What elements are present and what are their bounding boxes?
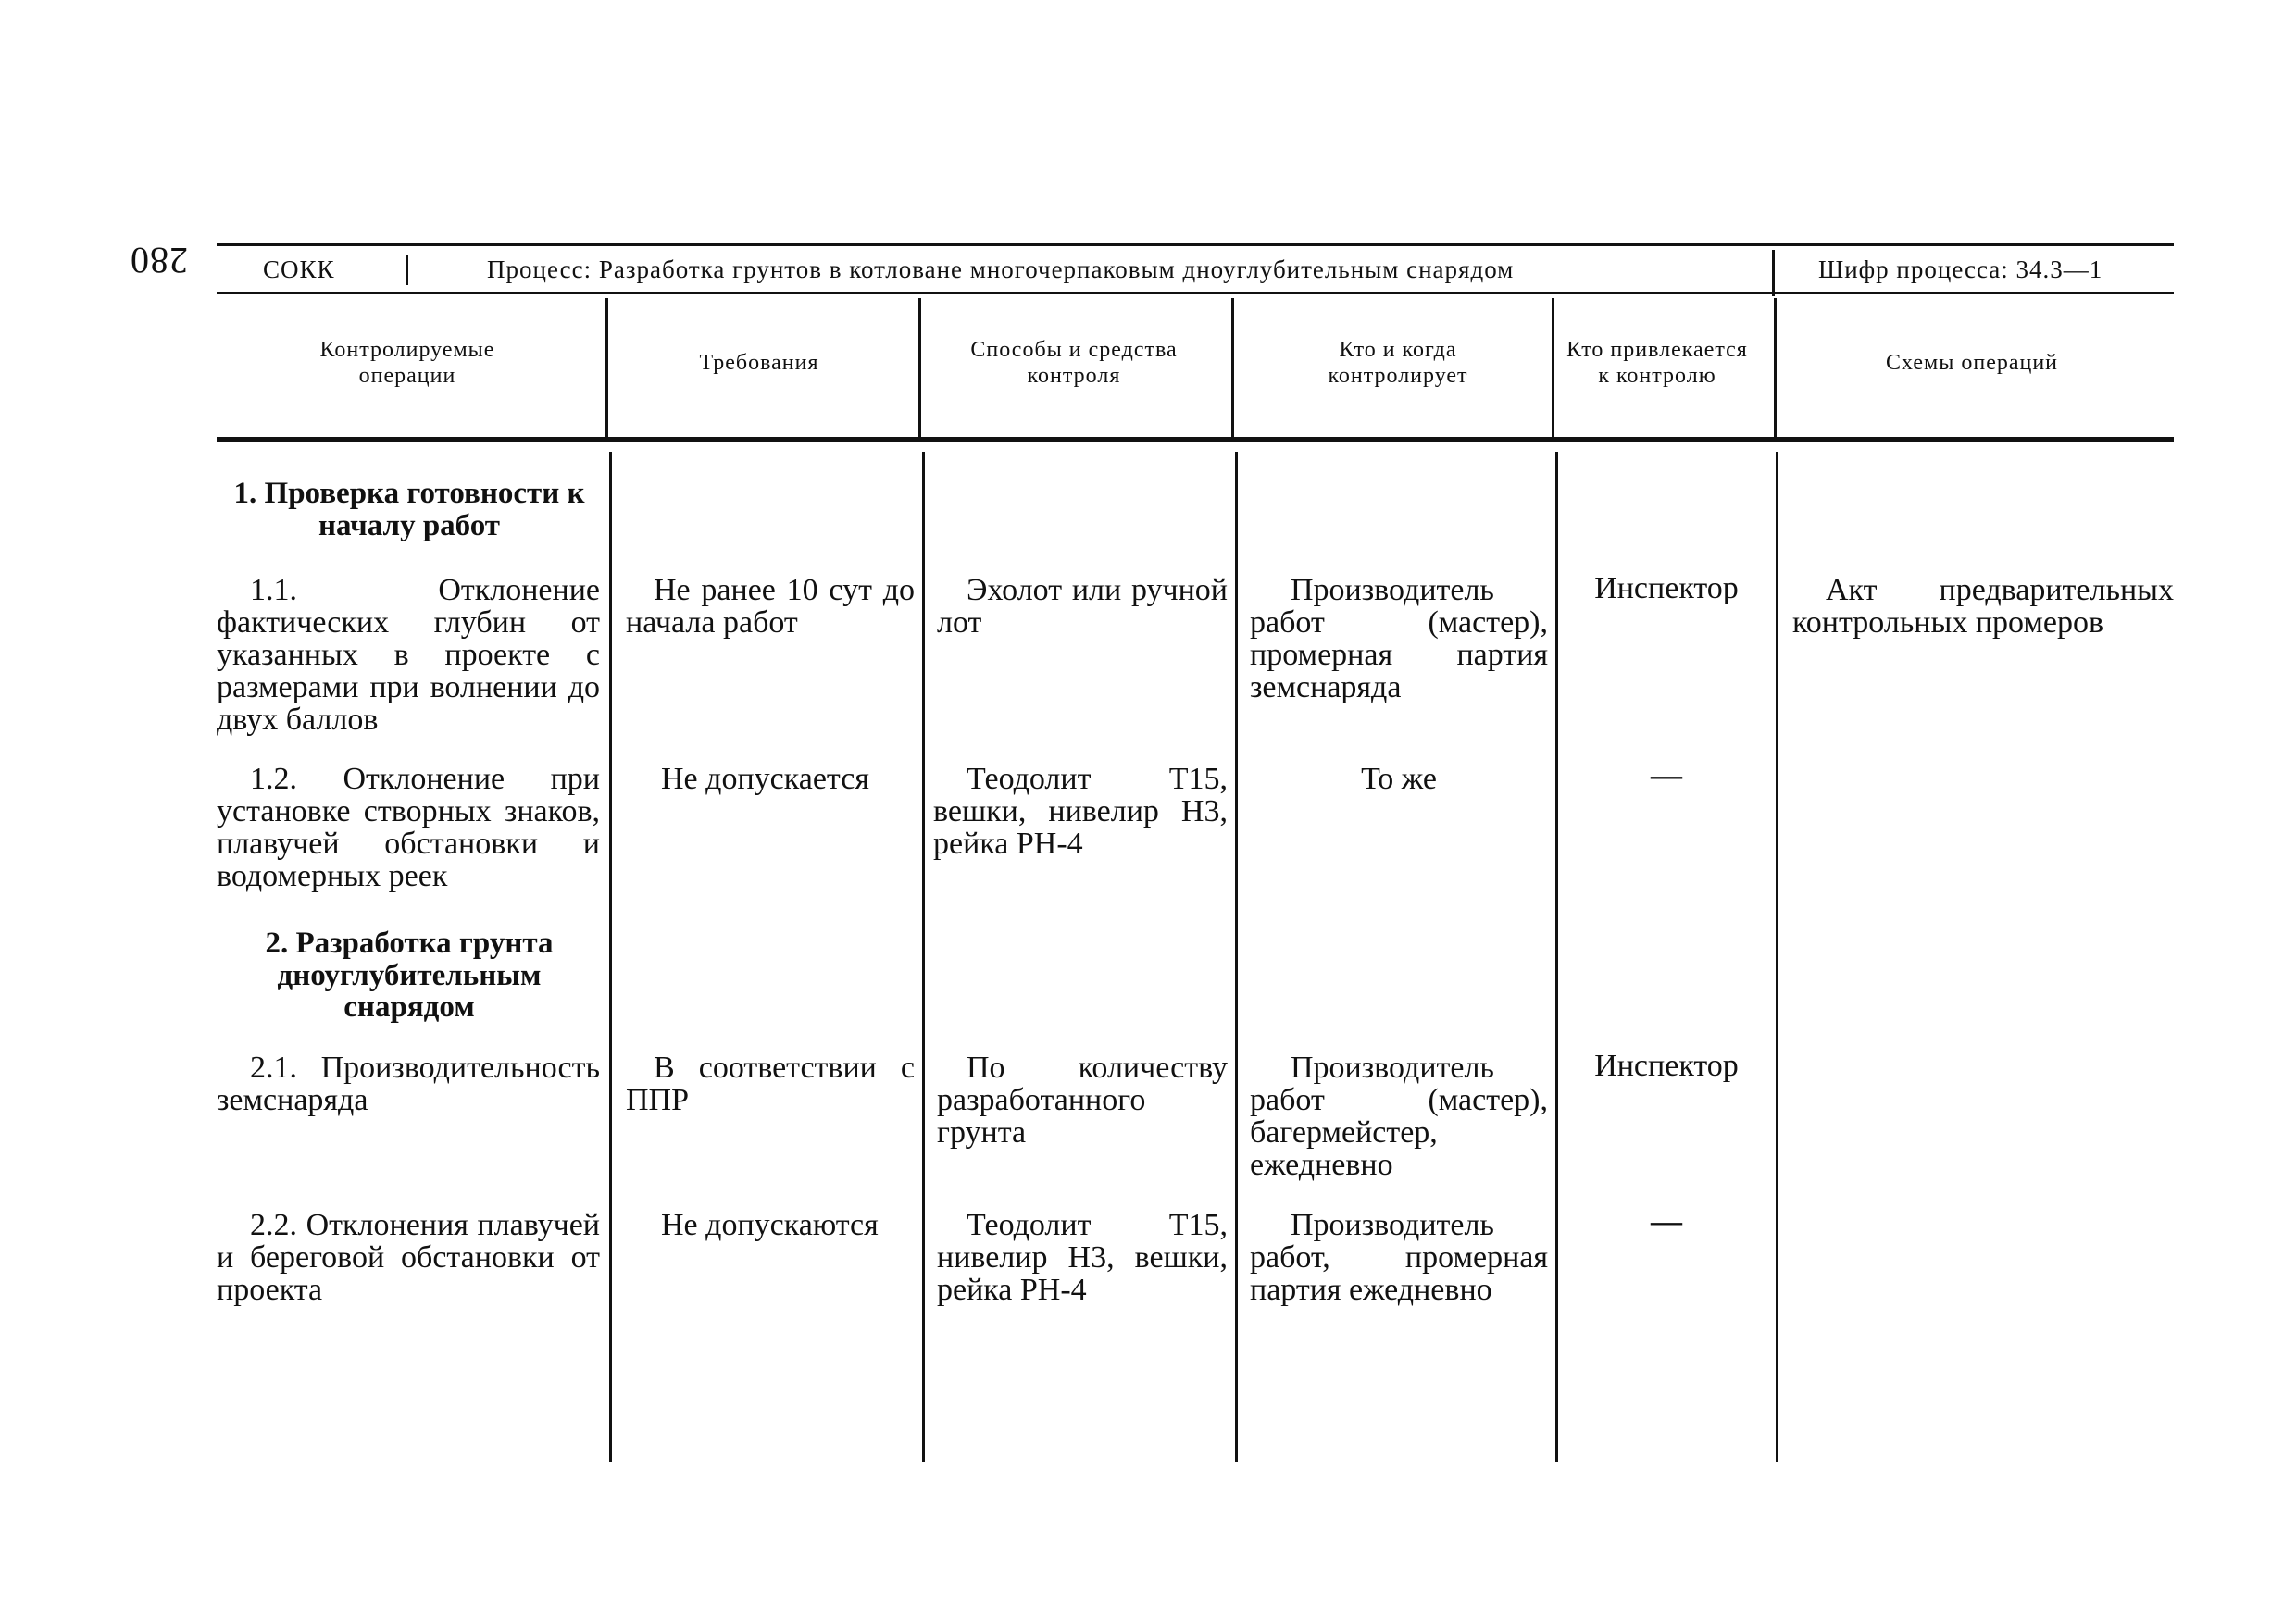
row-1-1-involved: Инспектор <box>1594 571 1739 605</box>
row-1-1-operation: 1.1. Отклонение фактических глубин от указанных в проекте с размерами при волнении до двух баллов <box>217 573 600 738</box>
row-1-2-requirement: Не допускается <box>661 762 869 796</box>
row-2-2-method: Теодолит Т15, нивелир Н3, вешки, рейка РН-4 <box>937 1208 1228 1308</box>
col-header-operations: Контролируемые операции <box>319 338 495 388</box>
header-bottom-rule <box>217 437 2174 442</box>
body-col-line-4 <box>1555 452 1558 1462</box>
process-code: Шифр процесса: 34.3—1 <box>1818 255 2103 283</box>
row-2-1-requirement: В соответствии с ППР <box>626 1051 915 1118</box>
row-2-1-involved: Инспектор <box>1594 1049 1739 1083</box>
hdr-col-line-4 <box>1552 298 1554 437</box>
hdr-col-line-3 <box>1231 298 1234 437</box>
row-1-2-involved: — <box>1651 758 1682 792</box>
row-2-1-method: По количеству разработанного грунта <box>937 1051 1228 1151</box>
body-col-line-3 <box>1235 452 1238 1462</box>
row-2-2-involved: — <box>1651 1204 1682 1238</box>
col-header-who-controls: Кто и когда контролирует <box>1328 338 1468 388</box>
row-2-2-requirement: Не допускаются <box>661 1208 879 1242</box>
page-number: 280 <box>130 240 188 281</box>
section-2-title: 2. Разработка грунта дноуглубительным снарядом <box>265 927 554 1025</box>
body-col-line-2 <box>922 452 925 1462</box>
row-1-2-method: Теодолит Т15, вешки, нивелир Н3, рейка РН-4 <box>933 762 1228 862</box>
hdr-col-line-2 <box>918 298 921 437</box>
row-2-2-operation: 2.2. Отклонения плавучей и береговой обстановки от проекта <box>217 1208 600 1308</box>
row-2-1-operation: 2.1. Производительность земснаряда <box>217 1051 600 1118</box>
section-1-title: 1. Проверка готовности к началу работ <box>233 477 585 542</box>
sokk-label: СОКК <box>263 255 335 283</box>
row-1-2-controller: То же <box>1361 762 1437 796</box>
body-col-line-5 <box>1776 452 1778 1462</box>
hdr-col-line-5 <box>1774 298 1777 437</box>
hdr-col-line-1 <box>605 298 608 437</box>
row-1-1-controller: Производитель работ (мастер), промерная партия земснаряда <box>1250 573 1548 705</box>
row-1-1-requirement: Не ранее 10 сут до начала работ <box>626 573 915 641</box>
row-2-1-controller: Производитель работ (мастер), багермейстер, ежедневно <box>1250 1051 1548 1183</box>
sokk-divider <box>406 255 408 285</box>
top-rule <box>217 243 2174 246</box>
header-rule <box>217 292 2174 294</box>
row-1-2-operation: 1.2. Отклонение при установке створных знаков, плавучей обстановки и водомерных реек <box>217 762 600 894</box>
col-header-schemes: Схемы операций <box>1885 351 2059 376</box>
col-header-methods: Способы и средства контроля <box>970 338 1178 388</box>
row-1-1-scheme: Акт предварительных контрольных промеров <box>1792 573 2174 641</box>
row-1-1-method: Эхолот или ручной лот <box>937 573 1228 641</box>
header-divider <box>1772 250 1775 296</box>
body-col-line-1 <box>609 452 612 1462</box>
row-2-2-controller: Производитель работ, промерная партия ежедневно <box>1250 1208 1548 1308</box>
process-title: Процесс: Разработка грунтов в котловане многочерпаковым дноуглубительным снарядом <box>487 255 1515 283</box>
col-header-requirements: Требования <box>699 351 819 376</box>
col-header-involved: Кто привлекается к контролю <box>1566 338 1748 388</box>
